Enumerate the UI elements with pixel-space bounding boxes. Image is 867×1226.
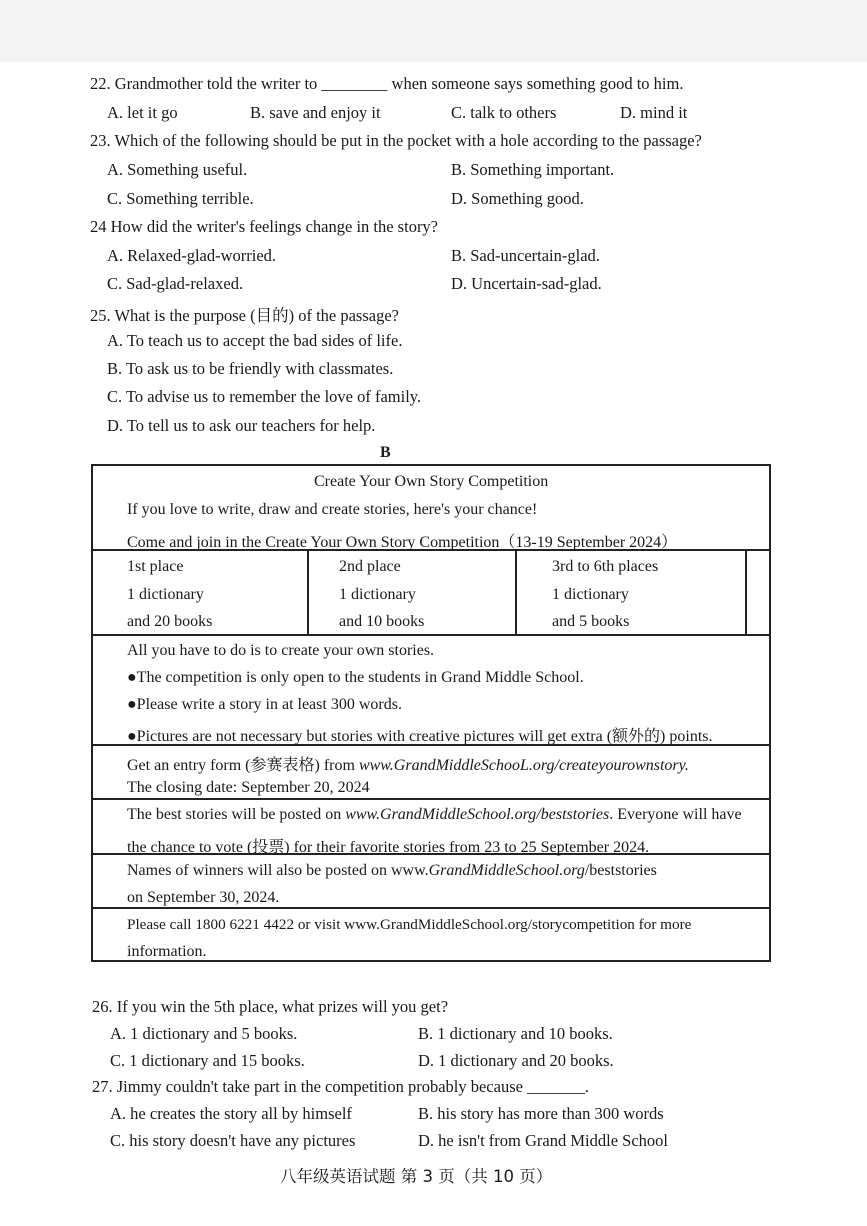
best-stories-url: www.GrandMiddleSchool.org/beststories [345, 806, 610, 823]
q27-option-b: B. his story has more than 300 words [418, 1104, 664, 1123]
q25-option-c: C. To advise us to remember the love of family. [107, 387, 422, 406]
prize-line-1: 1 dictionary [552, 586, 629, 603]
q25-option-a: A. To teach us to accept the bad sides of life. [107, 331, 403, 350]
winners-date: on September 30, 2024. [127, 889, 280, 906]
page-footer: 八年级英语试题 第 3 页（共 10 页） [280, 1167, 553, 1186]
vote-line: the chance to vote (投票) for their favorite stories from 23 to 25 September 2024. [127, 839, 650, 856]
q26-option-c: C. 1 dictionary and 15 books. [110, 1051, 305, 1070]
q23-option-b: B. Something important. [451, 160, 615, 179]
q22-option-c: C. talk to others [451, 103, 557, 122]
poster-title: Create Your Own Story Competition [314, 473, 549, 490]
prize-line-2: and 10 books [339, 613, 425, 630]
poster-intro-2: Come and join in the Create Your Own Story Competition（13-19 September 2024） [127, 534, 678, 551]
best-stories-line: The best stories will be posted on www.GrandMiddleSchool.org/beststories. Everyone will have [127, 806, 742, 823]
prize-line-1: 1 dictionary [127, 586, 204, 603]
winners-line: Names of winners will also be posted on www.GrandMiddleSchool.org/beststories [127, 862, 657, 879]
q25-option-d: D. To tell us to ask our teachers for help. [107, 416, 376, 435]
rule-item: ●Pictures are not necessary but stories with creative pictures will get extra (额外的) points. [127, 728, 713, 745]
q26-option-b: B. 1 dictionary and 10 books. [418, 1024, 613, 1043]
prize-column-divider [745, 549, 747, 635]
q27-option-c: C. his story doesn't have any pictures [110, 1131, 356, 1150]
q23-option-d: D. Something good. [451, 189, 584, 208]
poster-divider [91, 634, 771, 636]
entry-form-line: Get an entry form (参赛表格) from www.GrandMiddleSchooL.org/createyourownstory. [127, 757, 689, 774]
q27-option-a: A. he creates the story all by himself [110, 1104, 352, 1123]
rules-intro: All you have to do is to create your own stories. [127, 642, 435, 659]
q22-option-b: B. save and enjoy it [250, 103, 381, 122]
q26-option-d: D. 1 dictionary and 20 books. [418, 1051, 614, 1070]
prize-place: 3rd to 6th places [552, 558, 659, 575]
closing-date: The closing date: September 20, 2024 [127, 779, 370, 796]
q24-option-c: C. Sad-glad-relaxed. [107, 274, 244, 293]
prize-line-1: 1 dictionary [339, 586, 416, 603]
question-25-stem: 25. What is the purpose (目的) of the passage? [90, 306, 399, 325]
q22-option-d: D. mind it [620, 103, 688, 122]
question-26-stem: 26. If you win the 5th place, what prizes will you get? [92, 997, 449, 1016]
rule-item: ●The competition is only open to the students in Grand Middle School. [127, 669, 584, 686]
q24-option-d: D. Uncertain-sad-glad. [451, 274, 602, 293]
prize-place: 2nd place [339, 558, 401, 575]
question-23-stem: 23. Which of the following should be put in the pocket with a hole according to the passage? [90, 131, 702, 150]
q27-option-d: D. he isn't from Grand Middle School [418, 1131, 668, 1150]
entry-url: www.GrandMiddleSchooL.org/createyourownstory. [358, 757, 689, 774]
q24-option-a: A. Relaxed-glad-worried. [107, 246, 277, 265]
prize-line-2: and 5 books [552, 613, 630, 630]
contact-line: Please call 1800 6221 4422 or visit www.GrandMiddleSchool.org/storycompetition for more [127, 916, 692, 933]
q22-option-a: A. let it go [107, 103, 178, 122]
contact-line-2: information. [127, 943, 207, 960]
poster-intro-1: If you love to write, draw and create stories, here's your chance! [127, 501, 538, 518]
question-22-stem: 22. Grandmother told the writer to ________ when someone says something good to him. [90, 74, 684, 93]
scan-top-band [0, 0, 867, 62]
prize-line-2: and 20 books [127, 613, 213, 630]
poster-divider [91, 798, 771, 800]
question-24-stem: 24 How did the writer's feelings change in the story? [90, 217, 439, 236]
q23-option-c: C. Something terrible. [107, 189, 254, 208]
q26-option-a: A. 1 dictionary and 5 books. [110, 1024, 298, 1043]
poster-divider [91, 907, 771, 909]
q25-option-b: B. To ask us to be friendly with classmates. [107, 359, 394, 378]
section-b-label: B [380, 444, 391, 461]
winners-url: GrandMiddleSchool.org [428, 862, 585, 879]
q24-option-b: B. Sad-uncertain-glad. [451, 246, 600, 265]
rule-item: ●Please write a story in at least 300 words. [127, 696, 402, 713]
prize-column-divider [307, 549, 309, 635]
prize-place: 1st place [127, 558, 184, 575]
prize-column-divider [515, 549, 517, 635]
question-27-stem: 27. Jimmy couldn't take part in the competition probably because _______. [92, 1077, 589, 1096]
q23-option-a: A. Something useful. [107, 160, 248, 179]
